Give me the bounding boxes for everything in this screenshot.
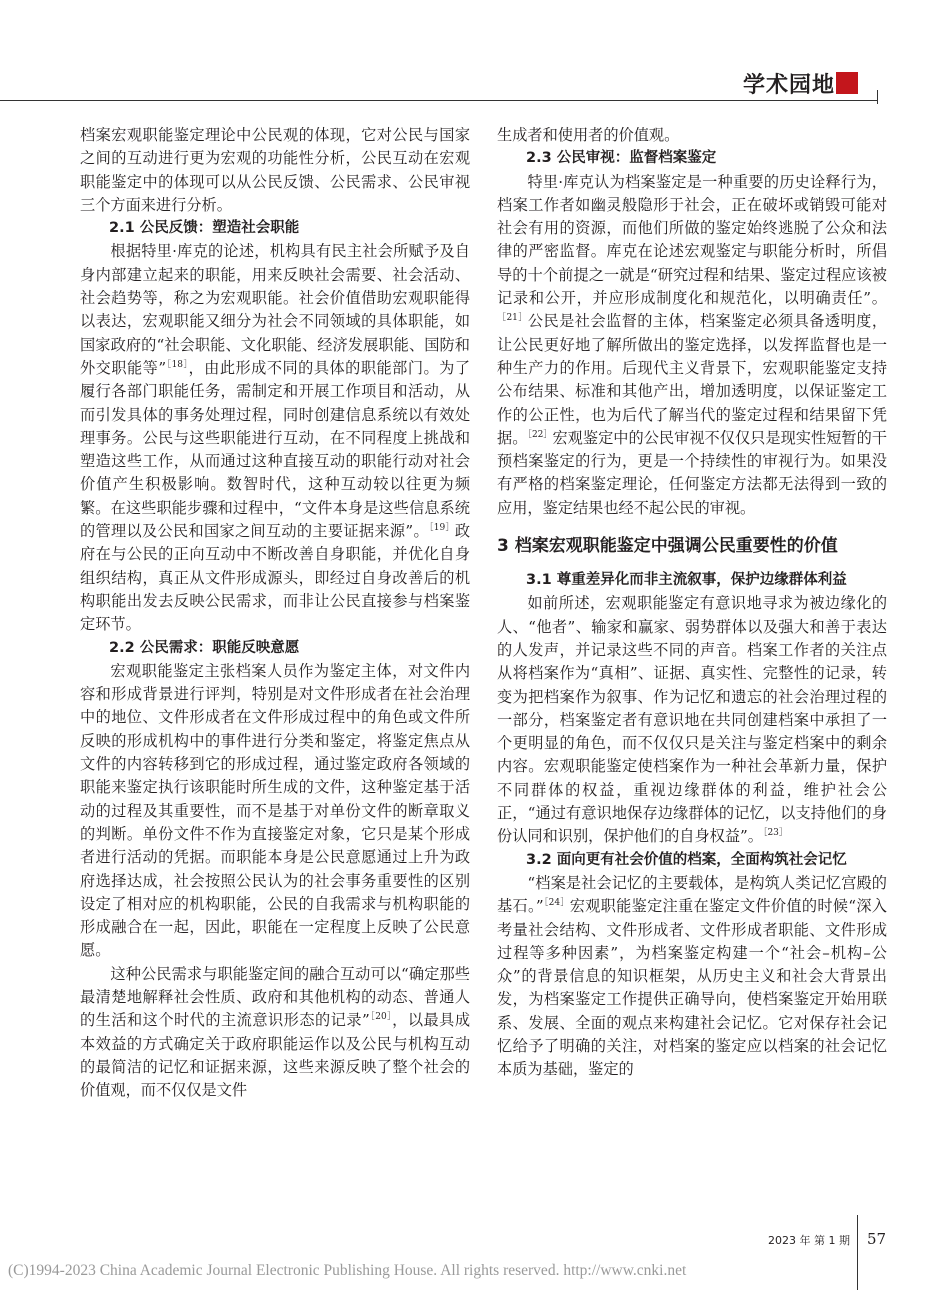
paragraph: 根据特里·库克的论述，机构具有民主社会所赋予及自身内部建立起来的职能，用来反映社会需要、社会活动、社会趋势等，称之为宏观职能。社会价值借助宏观职能得以表达，宏观职能又细分为社会不同领域的具体职能，如国家政府的“社会职能、文化职能、经济发展职能、国防和外交职能等”$^{[18]}$，由此形成不同的具体的职能部门。为了履行各部门职能任务，需制定和开展工作项目和活动，从而引发具体的事务处理过程，同时创建信息系统以有效处理事务。公民与这些职能进行互动，在不同程度上挑战和塑造这些工作，从而通过这种直接互动的职能行动对社会价值产生积极影响。数智时代，这种互动较以往更为频繁。在这些职能步骤和过程中，“文件本身是这些信息系统的管理以及公民和国家之间互动的主要证据来源”。$^{[19]}$政府在与公民的正向互动中不断改善自身职能，并优化自身组织结构，真正从文件形成源头，即经过自身改善后的机构职能出发去反映公民需求，而非让公民直接参与档案鉴定环节。 — [80, 242, 471, 634]
subheading-2-1: 2.1 公民反馈：塑造社会职能 — [109, 220, 300, 237]
paragraph: 这种公民需求与职能鉴定间的融合互动可以“确定那些最清楚地解释社会性质、政府和其他机构的动态、普通人的生活和这个时代的主流意识形态的记录”$^{[20]}$，以最具成本效益的方式确定关于政府职能运作以及公民与机构互动的最简洁的记忆和证据来源，这些来源反映了整个社会的价值观，而不仅仅是文件 — [80, 964, 471, 1100]
left-column — [80, 124, 470, 1102]
citation-21: ［21］ — [497, 313, 528, 324]
citation-24: ［24］ — [543, 898, 570, 909]
paragraph: 宏观职能鉴定主张档案人员作为鉴定主体，对文件内容和形成背景进行评判，特别是对文件形成者在社会治理中的地位、文件形成者在文件形成过程中的角色或文件所反映的形成机构中的事件进行分类和鉴定，将鉴定焦点从文件的内容转移到它的形成过程，通过鉴定政府各领域的职能来鉴定执行该职能时所生成的文件，这种鉴定基于活动的过程及其重要性，而不是基于对单份文件的断章取义的判断。单份文件不作为直接鉴定对象，它只是某个形成者进行活动的凭据。而职能本身是公民意愿通过上升为政府选择达成，社会按照公民认为的社会事务重要性的区别设定了相对应的机构职能，公民的自我需求与机构职能的形成融合在一起，因此，职能在一定程度上反映了公民意愿。 — [80, 661, 470, 960]
paragraph: “档案是社会记忆的主要载体，是构筑人类记忆宫殿的基石。”$^{[24]}$宏观职能鉴定注重在鉴定文件价值的时候“深入考量社会结构、文件形成者、文件形成者职能、文件形成过程等多种因素”，为档案鉴定构建一个“社会–机构–公众”的背景信息的知识框架，从历史主义和社会大背景出发，为档案鉴定工作提供正确导向，使档案鉴定开始用联系、发展、全面的观点来构建社会记忆。它对保存社会记忆给予了明确的关注，对档案的鉴定应以档案的社会记忆本质为基础，鉴定的 — [497, 873, 887, 1079]
citation-23: ［23］ — [762, 828, 788, 839]
section-marker-square — [836, 72, 858, 94]
section-heading-3: 3 档案宏观职能鉴定中强调公民重要性的价值 — [497, 536, 838, 557]
subheading-3-2: 3.2 面向更有社会价值的档案，全面构筑社会记忆 — [526, 851, 847, 868]
paragraph: 如前所述，宏观职能鉴定有意识地寻求为被边缘化的人、“他者”、输家和赢家、弱势群体以及强大和善于表达的人发声，并记录这些不同的声音。档案工作者的关注点从将档案作为“真相”、证据、真实性、完整性的记录，转变为把档案作为叙事、作为记忆和遗忘的社会治理过程的一部分，档案鉴定者有意识地在共同创建档案中承担了一个更明显的角色，而不仅仅只是关注与鉴定档案中的剩余内容。宏观职能鉴定使档案作为一种社会革新力量，保护不同群体的权益，重视边缘群体的利益，维护社会公正，“通过有意识地保存边缘群体的记忆，以支持他们的身份认同和识别，保护他们的自身权益”。$^{[23]}$ — [497, 594, 887, 846]
copyright-watermark: (C)1994-2023 China Academic Journal Electronic Publishing House. All rights reserved. http://www.cnki.net — [8, 1262, 687, 1279]
footer-divider — [857, 1215, 858, 1290]
paragraph: 档案宏观职能鉴定理论中公民观的体现，它对公民与国家之间的互动进行更为宏观的功能性分析，公民互动在宏观职能鉴定中的体现可以从公民反馈、公民需求、公民审视三个方面来进行分析。 — [80, 126, 470, 214]
subheading-2-2: 2.2 公民需求：职能反映意愿 — [109, 639, 300, 656]
header-tick — [877, 90, 878, 104]
page-number: 57 — [867, 1230, 887, 1248]
section-title: 学术园地 — [742, 73, 835, 98]
right-column — [497, 124, 887, 1082]
issue-date: 2023 年 第 1 期 — [768, 1234, 850, 1247]
header-rule — [0, 100, 878, 101]
citation-22: ［22］ — [527, 429, 553, 440]
subheading-2-3: 2.3 公民审视：监督档案鉴定 — [526, 150, 717, 167]
citation-20: ［20］ — [369, 1012, 393, 1023]
citation-19: ［19］ — [428, 522, 455, 533]
subheading-3-1: 3.1 尊重差异化而非主流叙事，保护边缘群体利益 — [526, 572, 847, 589]
paragraph: 特里·库克认为档案鉴定是一种重要的历史诠释行为，档案工作者如幽灵般隐形于社会，正在破坏或销毁可能对社会有用的资源，而他们所做的鉴定始终逃脱了公众和法律的严密监督。库克在论述宏观鉴定与职能分析时，所倡导的十个前提之一就是“研究过程和结果、鉴定过程应该被记录和公开，并应形成制度化和规范化，以明确责任”。$^{[21]}$公民是社会监督的主体，档案鉴定必须具备透明度，让公民更好地了解所做出的鉴定选择，以发挥监督也是一种生产力的作用。后现代主义背景下，宏观职能鉴定支持公布结果、标准和其他产出，增加透明度，以保证鉴定工作的公正性，也为后代了解当代的鉴定过程和结果留下凭据。$^{[22]}$宏观鉴定中的公民审视不仅仅只是现实性短暂的干预档案鉴定的行为，更是一个持续性的审视行为。如果没有严格的档案鉴定理论，任何鉴定方法都无法得到一致的应用，鉴定结果也经不起公民的审视。 — [497, 172, 888, 517]
paragraph: 生成者和使用者的价值观。 — [497, 126, 680, 144]
citation-18: ［18］ — [166, 359, 189, 370]
